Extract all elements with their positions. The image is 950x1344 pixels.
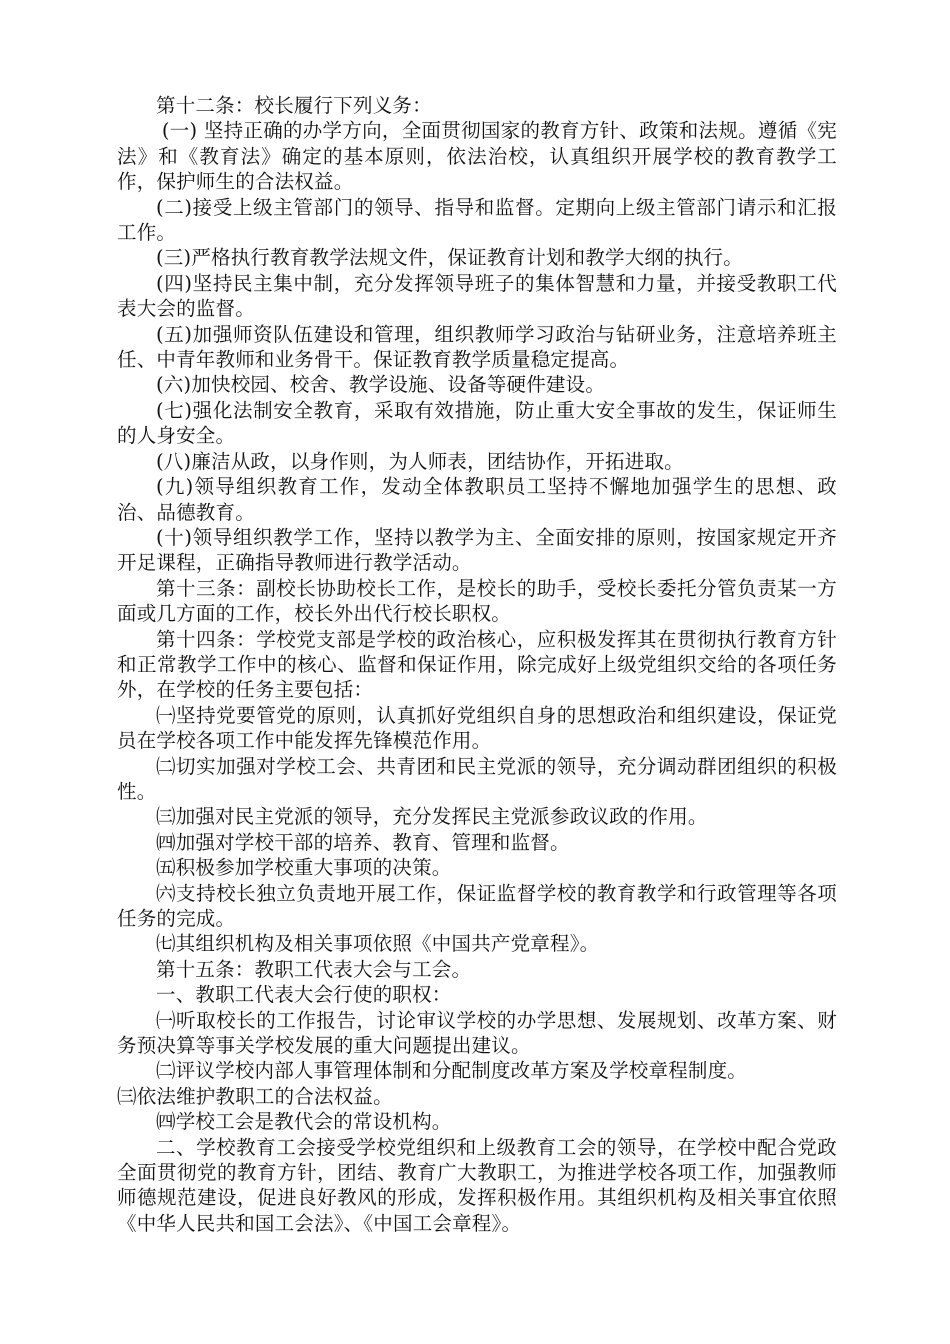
article-12-item-1: (一) 坚持正确的办学方向，全面贯彻国家的教育方针、政策和法规。遵循《宪法》和《教育法》确定的基本原则，依法治校，认真组织开展学校的教育教学工作，保护师生的合法权益。 bbox=[117, 119, 837, 194]
document-body bbox=[117, 93, 837, 1236]
article-12-item-6: (六)加快校园、校舍、教学设施、设备等硬件建设。 bbox=[156, 373, 606, 397]
article-15-section-1: 一、教职工代表大会行使的职权： bbox=[156, 983, 452, 1007]
article-13: 第十三条：副校长协助校长工作，是校长的助手，受校长委托分管负责某一方面或几方面的工作，校长外出代行校长职权。 bbox=[117, 576, 837, 626]
article-14-item-7: ㈦其组织机构及相关事项依照《中国共产党章程》。 bbox=[156, 932, 600, 956]
article-12-heading: 第十二条：校长履行下列义务： bbox=[156, 94, 432, 117]
article-15: 第十五条：教职工代表大会与工会。 bbox=[156, 957, 472, 981]
article-14: 第十四条：学校党支部是学校的政治核心，应积极发挥其在贯彻执行教育方针和正常教学工作中的核心、监督和保证作用，除完成好上级党组织交给的各项任务外，在学校的任务主要包括： bbox=[117, 627, 837, 702]
article-12-item-5: (五)加强师资队伍建设和管理，组织教师学习政治与钻研业务，注意培养班主任、中青年教师和业务骨干。保证教育教学质量稳定提高。 bbox=[117, 322, 837, 372]
article-12-item-7: (七)强化法制安全教育，采取有效措施，防止重大安全事故的发生，保证师生的人身安全。 bbox=[117, 398, 837, 448]
article-15-item-3: ㈢依法维护教职工的合法权益。 bbox=[117, 1084, 393, 1108]
article-15-section-2: 二、学校教育工会接受学校党组织和上级教育工会的领导，在学校中配合党政全面贯彻党的教育方针，团结、教育广大教职工，为推进学校各项工作，加强教师师德规范建设，促进良好教风的形成，发挥积极作用。其组织机构及相关事宜依照《中华人民共和国工会法》、《中国工会章程》。 bbox=[117, 1135, 837, 1235]
article-14-item-4: ㈣加强对学校干部的培养、教育、管理和监督。 bbox=[156, 830, 570, 854]
article-12-item-10: (十)领导组织教学工作，坚持以教学为主、全面安排的原则，按国家规定开齐开足课程，正确指导教师进行教学活动。 bbox=[117, 525, 837, 575]
article-14-item-3: ㈢加强对民主党派的领导，充分发挥民主党派参政议政的作用。 bbox=[156, 805, 708, 829]
article-14-item-6: ㈥支持校长独立负责地开展工作，保证监督学校的教育教学和行政管理等各项任务的完成。 bbox=[117, 881, 837, 930]
article-12-item-3: (三)严格执行教育教学法规文件，保证教育计划和教学大纲的执行。 bbox=[156, 246, 743, 270]
article-15-item-1: ㈠听取校长的工作报告，讨论审议学校的办学思想、发展规划、改革方案、财务预决算等事关学校发展的重大问题提出建议。 bbox=[117, 1008, 837, 1058]
article-14-item-5: ㈤积极参加学校重大事项的决策。 bbox=[156, 856, 452, 880]
article-12-item-2: (二)接受上级主管部门的领导、指导和监督。定期向上级主管部门请示和汇报工作。 bbox=[117, 195, 837, 245]
article-12-item-8: (八)廉洁从政，以身作则，为人师表，团结协作，开拓进取。 bbox=[156, 449, 684, 473]
article-12-item-4: (四)坚持民主集中制，充分发挥领导班子的集体智慧和力量，并接受教职工代表大会的监督。 bbox=[117, 271, 837, 321]
article-14-item-1: ㈠坚持党要管党的原则，认真抓好党组织自身的思想政治和组织建设，保证党员在学校各项工作中能发挥先锋模范作用。 bbox=[117, 703, 837, 753]
article-14-item-2: ㈡切实加强对学校工会、共青团和民主党派的领导，充分调动群团组织的积极性。 bbox=[117, 754, 837, 803]
article-15-item-2: ㈡评议学校内部人事管理体制和分配制度改革方案及学校章程制度。 bbox=[156, 1059, 748, 1083]
article-15-item-4: ㈣学校工会是教代会的常设机构。 bbox=[156, 1110, 452, 1134]
article-12-item-9: (九)领导组织教育工作，发动全体教职员工坚持不懈地加强学生的思想、政治、品德教育。 bbox=[117, 475, 837, 524]
